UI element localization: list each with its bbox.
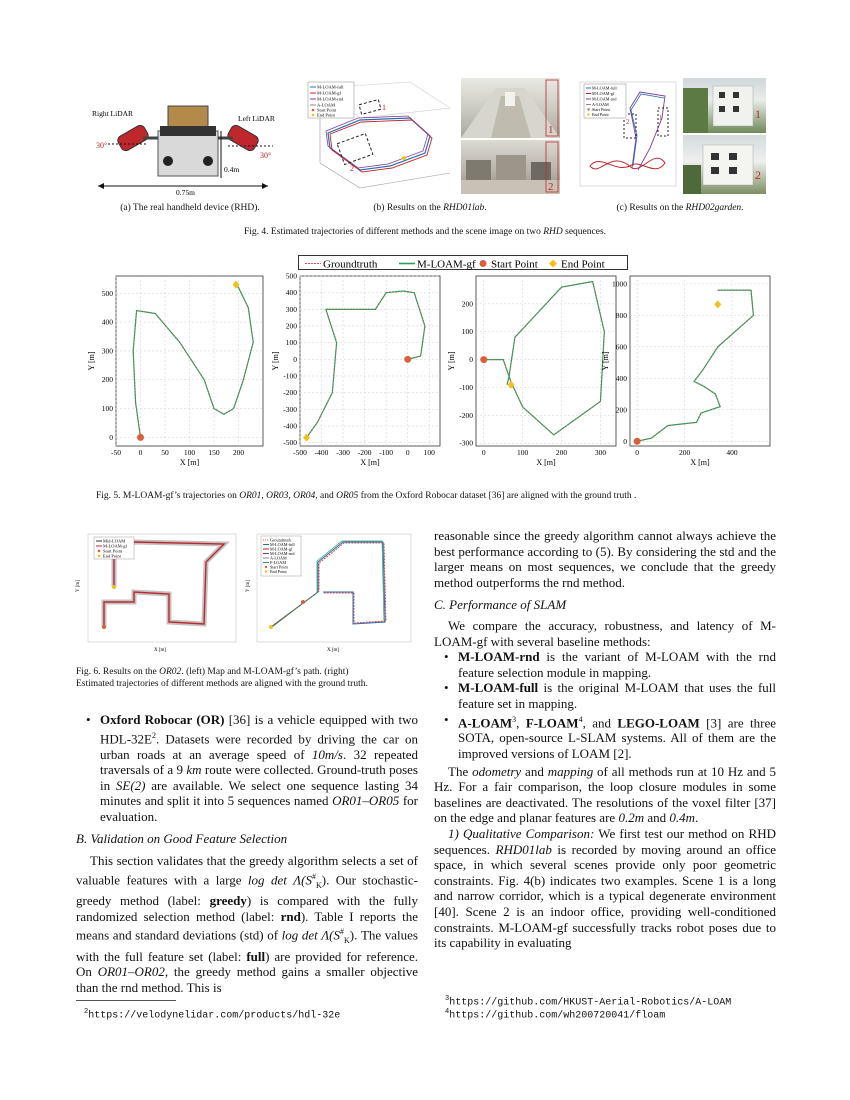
fig5-caption-seq-last: OR05 [336, 491, 359, 501]
fig6-right-legend-0: Groundtruth [270, 537, 291, 543]
y-tick-label: 400 [615, 373, 627, 383]
x-tick-label: 150 [208, 448, 220, 457]
footnote-4-num: 4 [445, 1008, 450, 1016]
legend-end: End Point [561, 258, 605, 271]
y-tick-label: 300 [101, 346, 113, 356]
x-tick-label: 0 [635, 448, 639, 457]
x-tick-label: 400 [726, 448, 738, 457]
fig6-caption-line2: Estimated trajectories of different methods are aligned with the ground truth. [76, 679, 368, 689]
or-km: km [186, 762, 202, 778]
fig4c-box-label-2: 2 [626, 118, 630, 126]
or-t3: . 32 repeated traversals of a 9 [100, 746, 418, 778]
x-axis-label: X [m] [179, 458, 200, 467]
y-tick-label: 200 [285, 321, 297, 331]
x-tick-label: 100 [517, 448, 529, 457]
p2-t4: and [644, 810, 670, 826]
p3-seq: RHD01lab [495, 841, 552, 857]
fig6-left-ylabel: Y [m] [76, 580, 81, 592]
b3-c: LEGO-LOAM [617, 714, 700, 730]
y-tick-label: 800 [615, 310, 627, 320]
fig4c-caption-prefix: (c) Results on the [616, 203, 686, 213]
fig4c-legend-3: A-LOAM [592, 102, 609, 107]
footnote-3-url[interactable]: https://github.com/HKUST-Aerial-Robotics/A-LOAM [449, 997, 732, 1009]
fig4b-legend-3: A-LOAM [317, 102, 335, 108]
footnote-4 [445, 1006, 785, 1023]
or-speed: 10m/s [311, 746, 343, 762]
or-se2: SE(2) [115, 777, 146, 793]
x-tick-label: -50 [111, 448, 121, 457]
legend-start-swatch [480, 260, 487, 267]
b2-title: M-LOAM-full [458, 680, 539, 696]
b-p1-sub2: K [344, 936, 350, 946]
y-tick-label: 600 [615, 342, 627, 352]
fig4c-caption-seq: RHD02garden [685, 203, 742, 213]
y-tick-label: 1000 [612, 279, 627, 289]
fig4c-caption-suffix: . [741, 203, 744, 213]
right-para-3 [434, 826, 776, 951]
fig6-left-legend-0: Mid-LOAM [103, 538, 126, 544]
bullet-baselines [434, 712, 776, 762]
x-tick-label: 300 [594, 448, 607, 457]
fig4b-caption-seq: RHD01lab [443, 203, 485, 213]
footnote-4-url[interactable]: https://github.com/wh200720041/floam [449, 1010, 666, 1022]
p3-heading: 1) Qualitative Comparison: [448, 826, 595, 842]
fig4c-box-label-1: 1 [659, 114, 663, 122]
x-tick-label: 100 [423, 448, 435, 457]
b-p1-full: full [246, 948, 266, 964]
fig6-caption [76, 666, 422, 690]
fig6-right-plot [243, 532, 413, 654]
fig4b-scene-corridor-photo [461, 78, 560, 138]
fig4b-box-label-2: 2 [350, 164, 354, 173]
b3-a: A-LOAM [458, 714, 513, 730]
b-p1-t2: . Our stochastic-greedy method (label: [76, 872, 418, 909]
b3-sup1: 3 [512, 714, 517, 724]
y-tick-label: -400 [283, 421, 297, 431]
height-label: 0.4m [224, 165, 240, 174]
x-tick-label: 200 [232, 448, 245, 457]
y-tick-label: 100 [285, 338, 297, 348]
or-t1: [36] is a vehicle equipped with two HDL-32E [100, 712, 418, 746]
fig6-left-legend-2: Start Point [103, 548, 123, 554]
fig6-right-xlabel: X [m] [327, 648, 340, 653]
y-tick-label: -300 [283, 404, 297, 414]
x-tick-label: 200 [678, 448, 691, 457]
y-tick-label: 200 [461, 299, 473, 309]
start-point [634, 438, 641, 445]
angle-left-label: 30° [96, 141, 108, 150]
b-p1-sup: # [311, 871, 316, 881]
y-tick-label: -200 [283, 388, 297, 398]
p2-v2: 0.4m [669, 810, 695, 826]
fig4-caption [160, 226, 690, 238]
or-t5: are available. We select one sequence lasting 34 minutes and split it into 5 sequences named [100, 777, 418, 809]
start-point [137, 434, 144, 441]
fig6-right-legend-1: M-LOAM-full [270, 542, 295, 547]
b-p1-greedy: greedy [209, 893, 247, 909]
fig4c-legend-2: M-LOAM-rnd [592, 96, 617, 102]
x-tick-label: 0 [405, 448, 410, 457]
fig5-caption-suffix: from the Oxford Robocar dataset [36] are aligned with the ground truth . [358, 491, 637, 501]
footnote-2 [84, 1006, 424, 1023]
p2-t5: . [695, 810, 699, 826]
fig6-right-legend-4: A-LOAM [270, 555, 287, 561]
or-t6: for evaluation. [100, 793, 418, 824]
fig6-right-legend-5: F-LOAM [270, 560, 287, 565]
b-p1-sub: K [315, 880, 322, 890]
right-para-0: reasonable since the greedy algorithm cannot always achieve the best performance according to (5). By considering the std and the larger means on most sequences, we conclude that the greedy method outperforms the rnd method. [434, 528, 776, 590]
fig6-left-legend-3: End Point [103, 553, 121, 559]
right-lidar-label: Right LiDAR [92, 109, 134, 118]
x-axis-label: X [m] [360, 458, 380, 467]
y-tick-label: 100 [461, 327, 473, 337]
fig6-left-legend-1: M-LOAM-gf [103, 543, 127, 549]
fig4b-scene-label-2: 2 [548, 181, 554, 193]
fig4c-legend-5: End Point [592, 112, 609, 117]
section-c-heading: C. Performance of SLAM [434, 597, 567, 613]
b-p1-seqs: OR01–OR02 [97, 964, 165, 980]
x-tick-label: 200 [555, 448, 568, 457]
b-p1-t7: , the greedy method gains a smaller objective than the rnd method. This is [76, 964, 418, 996]
b1-title: M-LOAM-rnd [458, 649, 540, 665]
fig5-caption-and: and [320, 491, 337, 501]
y-tick-label: 400 [285, 288, 297, 298]
right-para-1: We compare the accuracy, robustness, and latency of M-LOAM-gf with several baseline methods: [434, 617, 776, 649]
y-tick-label: 100 [101, 404, 113, 414]
legend-end-swatch [549, 260, 557, 268]
b-p1-t4: ). Table I reports the means and standard deviations (std) of [76, 908, 418, 943]
footnote-2-url[interactable]: https://velodynelidar.com/products/hdl-32e [88, 1010, 341, 1022]
y-tick-label: -100 [283, 371, 297, 381]
fig6-left-map [74, 532, 238, 654]
fig4c-scene-label-2: 2 [755, 168, 761, 182]
footnote-3-num: 3 [445, 995, 450, 1003]
p2-mapping: mapping [547, 763, 594, 779]
section-b-paragraph [76, 853, 418, 996]
x-tick-label: -400 [314, 448, 329, 457]
y-axis-label: Y [m] [271, 351, 280, 371]
x-tick-label: 0 [481, 448, 486, 457]
footnote-2-num: 2 [84, 1008, 89, 1016]
b-p1-t1b: ) [321, 872, 327, 887]
fig5-plots [88, 272, 778, 477]
start-point [404, 356, 411, 363]
y-tick-label: 0 [469, 355, 473, 365]
left-lidar-label: Left LiDAR [238, 114, 275, 123]
left-footnote-rule [76, 1000, 176, 1001]
fig4b-legend-2: M-LOAM-rnd [317, 96, 344, 102]
subplot-frame-OR03 [300, 276, 440, 446]
right-column [434, 528, 776, 951]
p2-t1: The [448, 763, 473, 779]
b-p1-t3: ) is compared with the fully randomized selection method (label: [76, 893, 418, 924]
fig4-panel-b-plot [300, 78, 452, 200]
or-sup: 2 [152, 730, 156, 740]
legend-method: M-LOAM-gf [417, 258, 476, 271]
fig4-panel-c-plot [570, 78, 678, 198]
width-label: 0.75m [176, 188, 195, 197]
oxford-robocar-bullet [76, 712, 418, 824]
b-p1-logdet: log det Λ(S [247, 872, 312, 887]
y-tick-label: 0 [109, 432, 113, 442]
p3-t1: We first test our method on RHD sequences. [434, 826, 777, 857]
fig4-caption-suffix: sequences. [562, 227, 607, 237]
x-tick-label: 50 [161, 448, 169, 457]
right-para-2 [434, 764, 776, 826]
fig4b-legend-1: M-LOAM-gf [317, 90, 341, 96]
b2-text: is the original M-LOAM that uses the full feature set in mapping. [458, 680, 776, 711]
subplot-frame-OR05 [630, 276, 770, 446]
y-tick-label: 400 [101, 317, 113, 327]
fig4c-legend-4: Start Point [592, 107, 610, 112]
b-p1-rnd: rnd [280, 908, 301, 924]
fig4b-legend-0: M-LOAM-full [317, 84, 344, 90]
legend-groundtruth: Groundtruth [323, 258, 378, 271]
y-tick-label: 200 [101, 375, 113, 385]
y-axis-label: Y [m] [601, 351, 610, 371]
bullet-m-loam-rnd [434, 649, 776, 680]
b1-text: is the variant of M-LOAM with the rnd feature selection module in mapping. [458, 649, 776, 680]
fig4c-legend-1: M-LOAM-gf [592, 91, 615, 96]
y-tick-label: 200 [615, 405, 627, 415]
x-tick-label: -200 [357, 448, 372, 457]
p3-t2: is recorded by moving around an office space, in which several scenes provide only poor geometric constraints. Fig. 4(b) indicates two examples. Scene 1 is a long and narrow corridor, which is a typical degenerate environment [40]. Scene 2 is an indoor office, providing well-conditioned constraints. M-LOAM-gf successfully tracks robot poses due to its capability in evaluating [434, 841, 776, 951]
x-axis-label: X [m] [690, 458, 710, 467]
x-tick-label: 100 [183, 448, 196, 457]
fig4-caption-prefix: Fig. 4. Estimated trajectories of different methods and the scene image on two [243, 227, 544, 237]
y-tick-label: -100 [459, 382, 473, 392]
b3-comma: , [516, 714, 526, 730]
fig4b-scene-label-1: 1 [548, 124, 554, 136]
x-axis-label: X [m] [536, 458, 556, 467]
fig6-caption-suffix: . (left) Map and M-LOAM-gf’s path. (right) [181, 667, 349, 677]
y-tick-label: 500 [101, 288, 113, 298]
x-tick-label: -500 [293, 448, 307, 457]
p2-t2: and [521, 763, 548, 779]
p2-t3: of all methods run at 10 Hz and 5 Hz. For a fair comparison, the loop closure modules in some baselines are deactivated. The resolutions of the voxel filter [37] on the edge and planar features are [434, 763, 776, 826]
fig4b-caption-prefix: (b) Results on the [373, 203, 444, 213]
y-tick-label: -500 [283, 438, 297, 448]
b3-and: , and [582, 714, 618, 730]
rhd-device-illustration [88, 86, 288, 196]
b3-b: F-LOAM [525, 714, 579, 730]
fig5-caption-prefix: Fig. 5. M-LOAM-gf’s trajectories on [96, 491, 240, 501]
y-axis-label: Y [m] [447, 351, 456, 371]
legend-start: Start Point [491, 258, 538, 271]
b-p1-sup2: # [340, 927, 345, 937]
fig4b-caption [330, 202, 530, 214]
b-p1-t6: ) are provided for reference. On [76, 948, 419, 980]
or-t4: route were collected. Ground-truth poses in [100, 762, 418, 793]
fig4-panel-a [88, 86, 288, 196]
y-tick-label: 500 [285, 271, 297, 281]
start-point [480, 356, 487, 363]
y-tick-label: 0 [293, 354, 297, 364]
x-tick-label: -300 [336, 448, 350, 457]
b3-sup2: 4 [578, 714, 583, 724]
fig6-right-legend-7: End Point [270, 569, 287, 574]
y-tick-label: 300 [285, 304, 297, 314]
p2-odometry: odometry [472, 763, 522, 779]
x-tick-label: -100 [379, 448, 394, 457]
section-b-heading: B. Validation on Good Feature Selection [76, 831, 288, 847]
b-p1-t5: ). The values with the full feature set (label: [76, 927, 418, 964]
or-seqs: OR01–OR05 [332, 793, 400, 809]
fig4b-legend-4: Start Point [317, 107, 337, 113]
y-tick-label: 0 [623, 436, 627, 446]
fig6-right-ylabel: Y [m] [246, 580, 251, 592]
y-axis-label: Y [m] [87, 351, 96, 371]
or-t2: . Datasets were recorded by driving the car on urban roads at an average speed of [100, 730, 418, 762]
fig6-caption-prefix: Fig. 6. Results on the [76, 667, 160, 677]
angle-right-label: 30° [260, 151, 272, 160]
x-tick-label: 0 [138, 448, 143, 457]
fig4b-end-point [402, 156, 406, 160]
fig4b-box-label-1: 1 [382, 103, 386, 112]
subplot-frame-OR04 [476, 276, 616, 446]
fig6-left-xlabel: X [m] [154, 648, 167, 653]
y-tick-label: -300 [459, 438, 473, 448]
fig4c-caption [580, 202, 780, 214]
fig4b-caption-suffix: . [484, 203, 487, 213]
fig4b-scene-office-photo [461, 140, 560, 194]
bullet-m-loam-full [434, 680, 776, 711]
y-tick-label: -200 [459, 410, 473, 420]
fig4-caption-seq: RHD [543, 227, 563, 237]
fig6-caption-seq: OR02 [159, 667, 182, 677]
left-column [76, 712, 418, 996]
fig4c-scene-label-1: 1 [755, 107, 761, 121]
fig6-right-legend-6: Start Point [270, 564, 288, 570]
fig5-legend [298, 255, 628, 270]
fig5-caption-seqs: OR01, OR03, OR04, [239, 491, 321, 501]
fig4a-caption: (a) The real handheld device (RHD). [120, 203, 260, 213]
b-p1-t1: This section validates that the greedy algorithm selects a set of valuable features with a large [76, 853, 418, 887]
fig6-right-legend-2: M-LOAM-gf [270, 546, 293, 552]
fig4c-legend-0: M-LOAM-full [592, 85, 617, 91]
b-p1-logdet2: log det Λ(S [281, 927, 341, 943]
fig6-right-legend-3: M-LOAM-rnd [270, 551, 295, 556]
fig4c-scene-building-photo-2 [683, 135, 766, 194]
fig4c-scene-building-photo-1 [683, 78, 766, 133]
fig5-caption [96, 490, 796, 502]
fig4b-legend-5: End Point [317, 112, 335, 118]
b3-text: [3] are three SOTA, open-source L-SLAM systems. All of them are the improved versions of LOAM [2]. [458, 714, 776, 762]
or-title: Oxford Robocar (OR) [100, 712, 225, 727]
p2-v1: 0.2m [618, 810, 645, 826]
